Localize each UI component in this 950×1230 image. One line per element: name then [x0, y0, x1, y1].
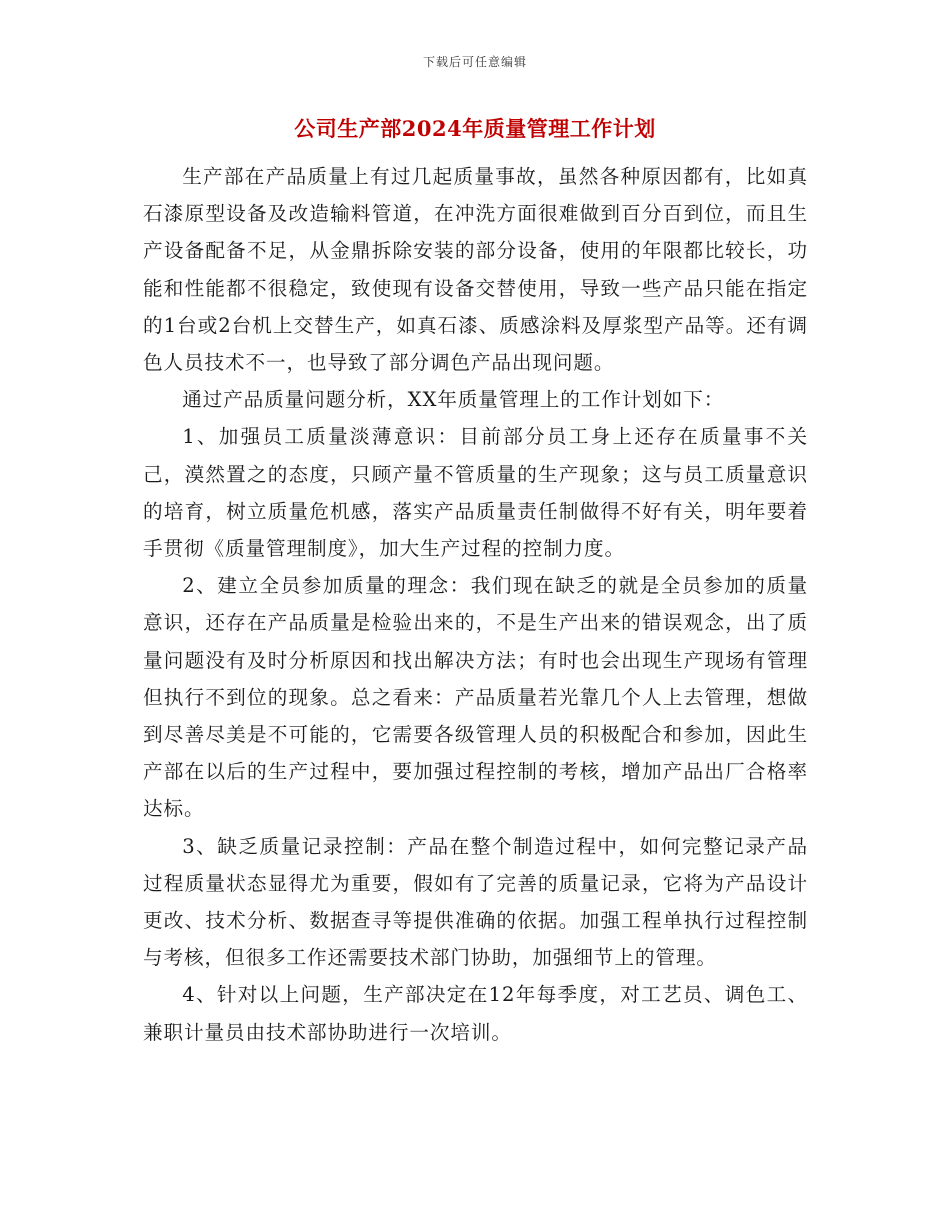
paragraph-item-4: 4、针对以上问题，生产部决定在12年每季度，对工艺员、调色工、兼职计量员由技术部协助进行一次培训。 — [143, 983, 808, 1044]
paragraph-intro: 生产部在产品质量上有过几起质量事故，虽然各种原因都有，比如真石漆原型设备及改造输料管道，在冲洗方面很难做到百分百到位，而且生产设备配备不足，从金鼎拆除安装的部分设备，使用的年限都比较长，功能和性能都不很稳定，致使现有设备交替使用，导致一些产品只能在指定的1台或2台机上交替生产，如真石漆、质感涂料及厚浆型产品等。还有调色人员技术不一，也导致了部分调色产品出现问题。 — [143, 165, 808, 375]
document-title: 公司生产部2024年质量管理工作计划 — [294, 116, 656, 141]
paragraph-item-2: 2、建立全员参加质量的理念：我们现在缺乏的就是全员参加的质量意识，还存在产品质量是检验出来的，不是生产出来的错误观念，出了质量问题没有及时分析原因和找出解决方法；有时也会出现生产现场有管理但执行不到位的现象。总之看来：产品质量若光靠几个人上去管理，想做到尽善尽美是不可能的，它需要各级管理人员的积极配合和参加，因此生产部在以后的生产过程中，要加强过程控制的考核，增加产品出厂合格率达标。 — [143, 574, 808, 821]
paragraph-analysis: 通过产品质量问题分析，XX年质量管理上的工作计划如下： — [182, 388, 725, 412]
document-body — [143, 158, 808, 1051]
header-note: 下载后可任意编辑 — [422, 55, 527, 69]
paragraph-item-3: 3、缺乏质量记录控制：产品在整个制造过程中，如何完整记录产品过程质量状态显得尤为重要，假如有了完善的质量记录，它将为产品设计更改、技术分析、数据查寻等提供准确的依据。加强工程单执行过程控制与考核，但很多工作还需要技术部门协助，加强细节上的管理。 — [143, 834, 808, 970]
paragraph-item-1: 1、加强员工质量淡薄意识：目前部分员工身上还存在质量事不关己，漠然置之的态度，只顾产量不管质量的生产现象；这与员工质量意识的培育，树立质量危机感，落实产品质量责任制做得不好有关，明年要着手贯彻《质量管理制度》，加大生产过程的控制力度。 — [143, 425, 808, 561]
